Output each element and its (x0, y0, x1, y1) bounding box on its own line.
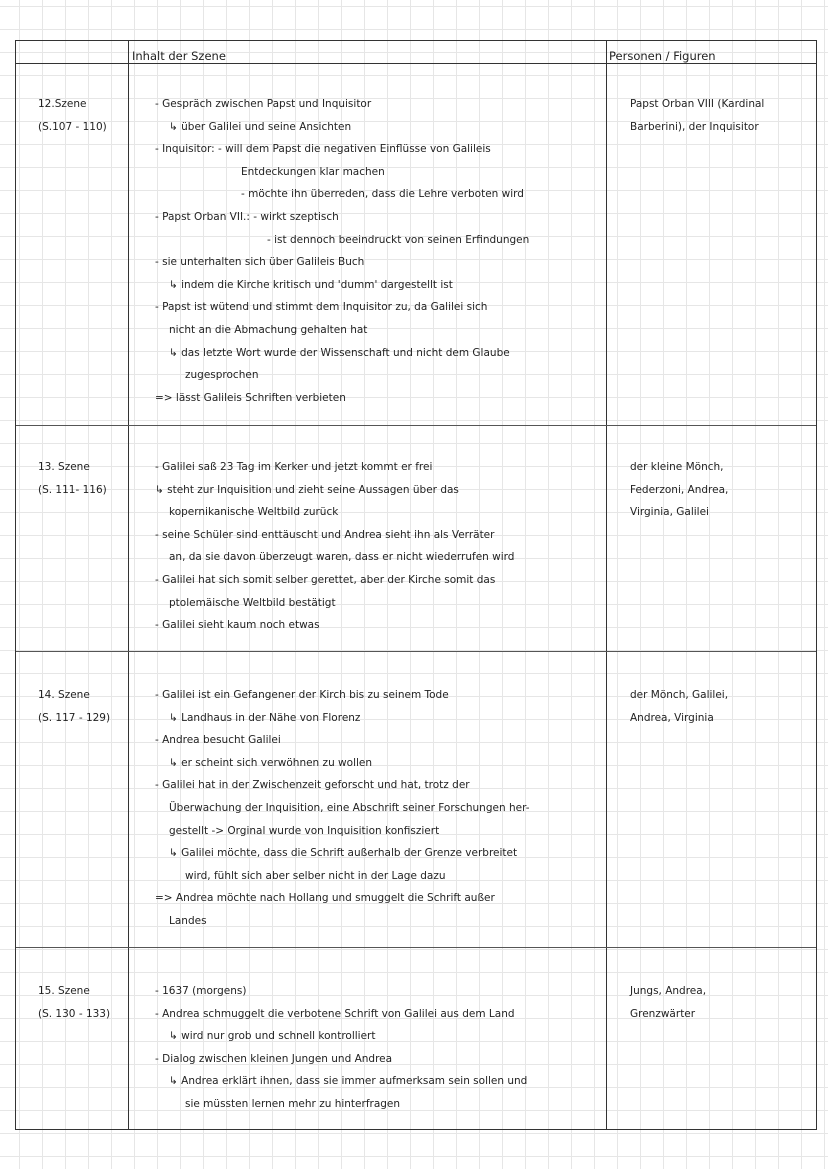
scene-title: 13. Szene (38, 461, 90, 473)
persons-line: Barberini), der Inquisitor (630, 120, 759, 133)
content-line: => lässt Galileis Schriften verbieten (155, 391, 346, 404)
persons-line: Grenzwärter (630, 1007, 696, 1020)
persons-line: Virginia, Galilei (630, 506, 709, 519)
persons-line: Andrea, Virginia (630, 711, 714, 724)
content-line: => Andrea möchte nach Hollang und smuggelt die Schrift außer (155, 892, 495, 905)
scene-12-content (155, 93, 617, 409)
content-line: - ist dennoch beeindruckt von seinen Erfindungen (267, 233, 530, 246)
header-divider (16, 63, 816, 64)
content-line: - 1637 (morgens) (155, 985, 247, 997)
content-line: ↳ wird nur grob und schnell kontrolliert (169, 1030, 376, 1043)
content-line: wird, fühlt sich aber selber nicht in der Lage dazu (185, 869, 446, 882)
scene-15-persons (630, 980, 810, 1025)
content-line: zugesprochen (185, 369, 259, 382)
scene-14-content (155, 684, 617, 933)
content-line: an, da sie davon überzeugt waren, dass er nicht wiederrufen wird (169, 551, 515, 564)
persons-line: der kleine Mönch, (630, 461, 724, 473)
content-line: - Galilei sieht kaum noch etwas (155, 619, 320, 632)
scene-12-persons (630, 93, 810, 138)
scene-pages: (S. 111- 116) (38, 483, 107, 496)
scene-pages: (S. 130 - 133) (38, 1007, 111, 1020)
persons-line: Papst Orban VIII (Kardinal (630, 98, 765, 110)
content-line: - sie unterhalten sich über Galileis Buch (155, 256, 365, 269)
content-line: - Galilei hat in der Zwischenzeit geforscht und hat, trotz der (155, 779, 470, 792)
content-line: - Andrea besucht Galilei (155, 734, 281, 747)
persons-line: Federzoni, Andrea, (630, 483, 729, 496)
scene-title: 14. Szene (38, 689, 90, 701)
header-persons: Personen / Figuren (609, 49, 716, 63)
content-line: - Inquisitor: - will dem Papst die negativen Einflüsse von Galileis (155, 143, 491, 156)
content-line: - möchte ihn überreden, dass die Lehre verboten wird (241, 188, 524, 201)
scene-pages: (S.107 - 110) (38, 120, 107, 133)
scene-13-content (155, 456, 617, 637)
content-line: - Andrea schmuggelt die verbotene Schrift von Galilei aus dem Land (155, 1007, 515, 1020)
content-line: ↳ steht zur Inquisition und zieht seine Aussagen über das (155, 483, 459, 496)
persons-line: der Mönch, Galilei, (630, 689, 729, 701)
scene-pages: (S. 117 - 129) (38, 711, 111, 724)
content-line: ↳ Galilei möchte, dass die Schrift außerhalb der Grenze verbreitet (169, 847, 518, 860)
content-line: kopernikanische Weltbild zurück (169, 506, 339, 519)
row-divider (16, 651, 816, 652)
content-line: ↳ er scheint sich verwöhnen zu wollen (169, 756, 373, 769)
persons-line: Jungs, Andrea, (630, 985, 707, 997)
scene-12 (38, 93, 107, 138)
scene-13 (38, 456, 107, 501)
row-divider (16, 425, 816, 426)
scene-15 (38, 980, 110, 1025)
content-line: ptolemäische Weltbild bestätigt (169, 596, 336, 609)
scene-title: 12.Szene (38, 98, 87, 110)
header-content: Inhalt der Szene (132, 49, 226, 63)
content-line: - Papst Orban VII.: - wirkt szeptisch (155, 210, 339, 223)
scene-15-content (155, 980, 617, 1116)
content-line: gestellt -> Orginal wurde von Inquisition konfisziert (169, 824, 440, 837)
content-line: ↳ über Galilei und seine Ansichten (169, 120, 352, 133)
scene-13-persons (630, 456, 810, 524)
scene-14-persons (630, 684, 810, 729)
content-line: ↳ indem die Kirche kritisch und 'dumm' dargestellt ist (169, 278, 453, 291)
content-line: - seine Schüler sind enttäuscht und Andrea sieht ihn als Verräter (155, 528, 495, 541)
content-line: Entdeckungen klar machen (241, 165, 385, 178)
content-line: ↳ Andrea erklärt ihnen, dass sie immer aufmerksam sein sollen und (169, 1075, 528, 1088)
scene-title: 15. Szene (38, 985, 90, 997)
content-line: - Galilei ist ein Gefangener der Kirch bis zu seinem Tode (155, 689, 449, 701)
content-line: nicht an die Abmachung gehalten hat (169, 323, 368, 336)
content-line: - Papst ist wütend und stimmt dem Inquisitor zu, da Galilei sich (155, 301, 488, 314)
content-line: ↳ das letzte Wort wurde der Wissenschaft und nicht dem Glaube (169, 346, 510, 359)
scene-14 (38, 684, 110, 729)
column-divider-scene (128, 41, 129, 1129)
content-line: - Galilei hat sich somit selber gerettet, aber der Kirche somit das (155, 573, 496, 586)
content-line: ↳ Landhaus in der Nähe von Florenz (169, 711, 361, 724)
content-line: Überwachung der Inquisition, eine Abschrift seiner Forschungen her- (169, 801, 530, 814)
content-line: - Galilei saß 23 Tag im Kerker und jetzt kommt er frei (155, 461, 433, 473)
content-line: Landes (169, 914, 207, 927)
row-divider (16, 947, 816, 948)
content-line: - Dialog zwischen kleinen Jungen und Andrea (155, 1052, 393, 1065)
content-line: sie müssten lernen mehr zu hinterfragen (185, 1097, 401, 1110)
content-line: - Gespräch zwischen Papst und Inquisitor (155, 98, 372, 110)
